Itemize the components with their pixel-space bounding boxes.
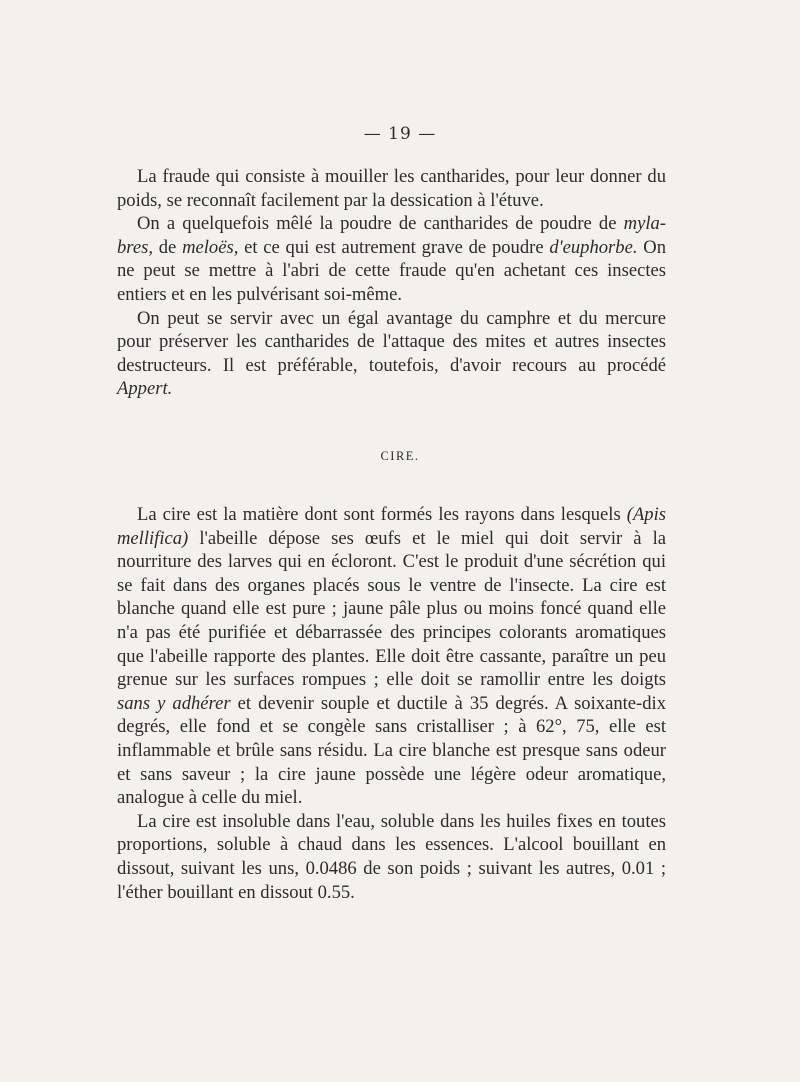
text-run: On ne peut se mettre à l'abri de cette fraude qu'en achetant ces insectes entiers et en les pulvérisant soi-même. bbox=[117, 236, 666, 305]
italic-run: myla-bres, bbox=[117, 213, 666, 258]
italic-run: Appert. bbox=[117, 378, 173, 400]
text-run: et devenir souple et ductile à 35 degrés. A soixante-dix degrés, elle fond et se congèle sans cristalliser ; à 62°, 75, elle est inflammable et brûle sans résidu. La cire blanche est presque sans odeur et sans saveur ; la cire jaune possède une légère odeur aromatique, analogue à celle du miel. bbox=[117, 692, 666, 809]
page-number: — 19 — bbox=[363, 124, 437, 144]
italic-run: meloës, bbox=[182, 236, 239, 258]
section-heading: CIRE. bbox=[380, 449, 420, 463]
text-run: et ce qui est autrement grave de poudre bbox=[238, 236, 550, 258]
text-block-top bbox=[117, 165, 666, 401]
paragraph bbox=[117, 212, 666, 306]
text-run: l'abeille dépose ses œufs et le miel qui doit servir à la nourriture des larves qui en écloront. C'est le produit d'une sécrétion qui se fait dans des organes placés sous le ventre de l'insecte. La cire est blanche quand elle est pure ; jaune pâle plus ou moins foncé quand elle n'a pas été purifiée et débarrassée des principes colorants aromatiques que l'abeille rapporte des plantes. Elle doit être cassante, paraître un peu grenue sur les surfaces rompues ; elle doit se ramollir entre les doigts bbox=[117, 527, 666, 691]
text-block-bottom bbox=[117, 503, 666, 904]
text-run: On peut se servir avec un égal avantage du camphre et du mercure pour préserver les cantharides de l'attaque des mites et autres insectes destructeurs. Il est préférable, toutefois, d'avoir recours au procédé bbox=[117, 307, 666, 376]
paragraph bbox=[117, 165, 666, 212]
text-run: de bbox=[152, 236, 183, 258]
paragraph bbox=[117, 307, 666, 401]
paragraph bbox=[117, 810, 666, 904]
paragraph bbox=[117, 503, 666, 810]
italic-run: d'euphorbe. bbox=[549, 236, 638, 258]
text-run: La fraude qui consiste à mouiller les cantharides, pour leur donner du poids, se reconnaît facilement par la dessication à l'étuve. bbox=[117, 166, 666, 211]
text-run: On a quelquefois mêlé la poudre de cantharides de poudre de bbox=[137, 213, 624, 235]
text-run: La cire est insoluble dans l'eau, soluble dans les huiles fixes en toutes proportions, soluble à chaud dans les essences. L'alcool bouillant en dissout, suivant les uns, 0.0486 de son poids ; suivant les autres, 0.01 ; l'éther bouillant en dissout 0.55. bbox=[117, 810, 666, 903]
italic-run: sans y adhérer bbox=[117, 692, 231, 714]
italic-run: (Apis mellifica) bbox=[117, 504, 666, 549]
text-run: La cire est la matière dont sont formés les rayons dans lesquels bbox=[137, 504, 627, 525]
